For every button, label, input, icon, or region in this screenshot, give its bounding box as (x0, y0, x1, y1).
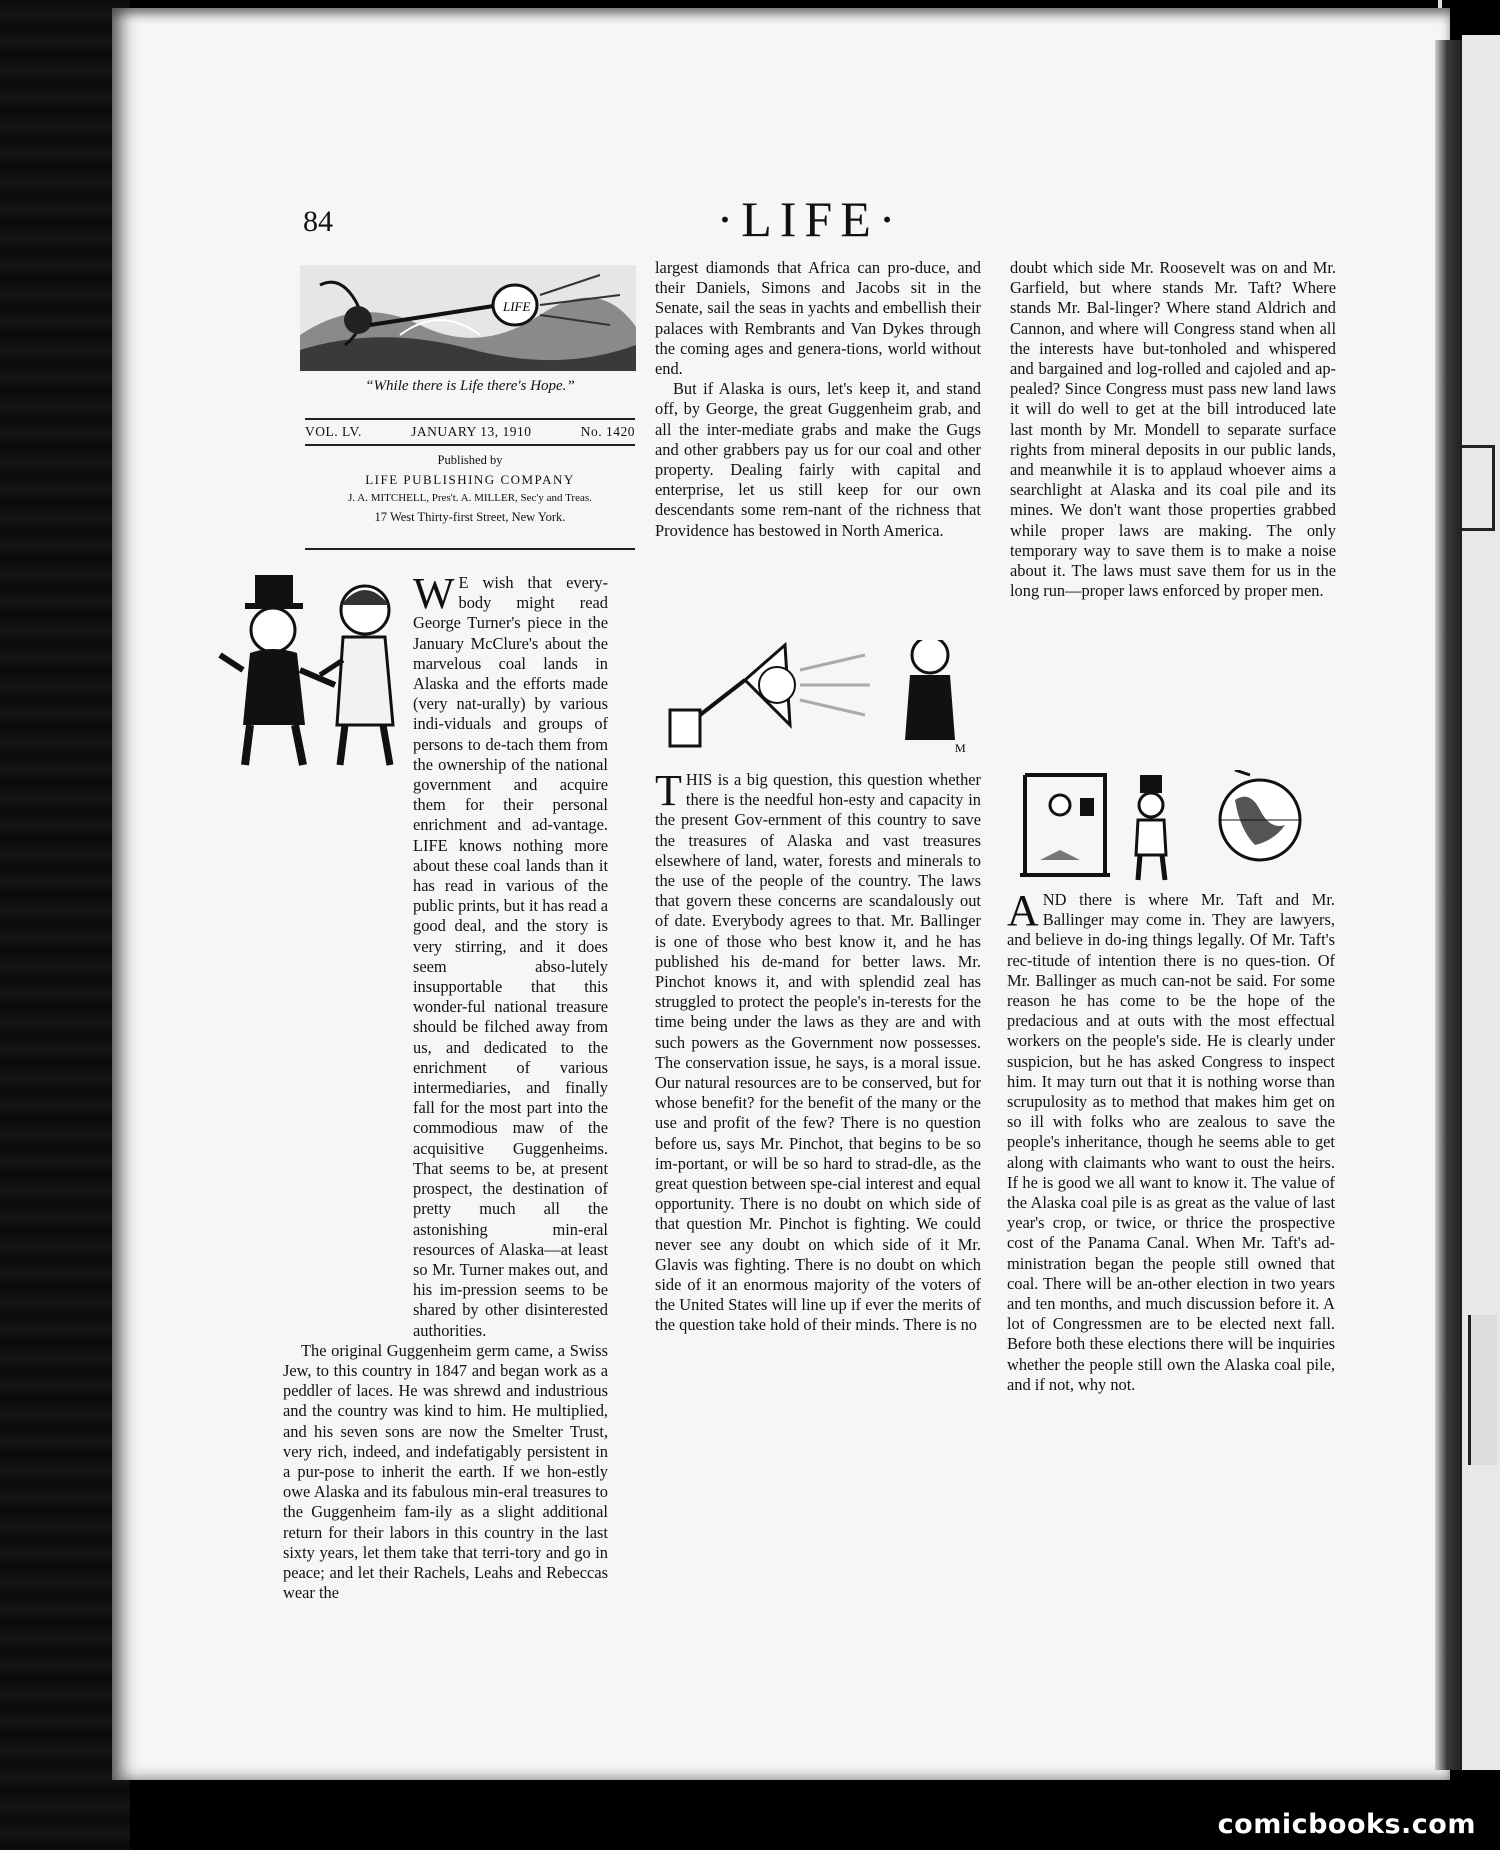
article-column-2 (655, 258, 981, 541)
paragraph: ND there is where Mr. Taft and Mr. Ballinger may come in. They are lawyers, and believe in do-ing things legally. Of Mr. Taft's rec-titude of intention there is no ques-tion. Of Mr. Ballinger as much can-not be said. For some reason he has come to be the hope of the predacious and at outs with the most effectual workers on the people's side. He is clearly under suspicion, but he has asked Congress to inspect him. It may turn out that it is nothing worse than scrupulosity as to method that makes him get on so ill with folks who are zealous to save the people's inheritance, though he seems able to get along with claimants who want to oust the heirs. If he is good we all want to know it. The value of the Alaska coal pile is as great as the value of last year's crop, or twice, or thrice the prospective cost of the Panama Canal. When Mr. Taft's ad-ministration began the people still owned that coal. There will be an-other election in two years and ten months, and much discussion before it. A lot of Congressmen are to be elected next fall. Before both these elections there will be inquiries whether the people still own the Alaska coal pile, and if not, why not. (1007, 890, 1335, 1394)
issue-line (305, 418, 635, 446)
volume-number: VOL. LV. (305, 424, 362, 439)
publisher-rule (305, 548, 635, 550)
drop-cap: W (413, 569, 455, 618)
page-number: 84 (303, 205, 333, 238)
masthead-title: ·LIFE· (716, 191, 904, 247)
paragraph: The original Guggenheim germ came, a Swiss Jew, to this country in 1847 and began work as a peddler of laces. He was shrewd and industrious and the country was kind to him. He multiplied, and his seven sons are now the Smelter Trust, very rich, indeed, and indefatigably persistent in a pur-pose to inherit the earth. If we hon-estly owe Alaska and its fabulous min-eral treasures to the Guggenheim fam-ily as a slight additional return for their labors in this country in the last sixty years, let them take that terri-tory and go in peace; and let their Rachels, Leahs and Rebeccas wear the (283, 1340, 608, 1603)
adjacent-page-edge (1462, 35, 1500, 1770)
masthead-motto: “While there is Life there's Hope.” (365, 378, 575, 394)
article-column-3 (1010, 258, 1336, 601)
published-by-label: Published by (437, 453, 503, 467)
issue-date: JANUARY 13, 1910 (411, 424, 532, 439)
issue-number: No. 1420 (580, 424, 635, 439)
page-gutter (1435, 40, 1465, 1770)
header-vignette-illustration (300, 265, 636, 375)
site-watermark: comicbooks.com (1217, 1809, 1476, 1840)
article-column-2-continued (655, 766, 981, 1336)
paragraph: But if Alaska is ours, let's keep it, and stand off, by George, the great Guggenheim grab, and all the inter-mediate grabs and make the Gugs and other grabbers pay us for our coal and other property. Dealing fairly with capital and enterprise, let us still keep for our own descendants some rem-nant of the richness that Providence has bestowed in North America. (655, 379, 981, 540)
drop-cap: T (655, 766, 682, 815)
article-column-3-continued (1007, 886, 1335, 1395)
publisher-company: LIFE PUBLISHING COMPANY (365, 472, 575, 487)
publisher-block (305, 451, 635, 527)
adjacent-illustration-fragment (1462, 445, 1495, 531)
phonograph-cartoon (665, 640, 985, 760)
drop-cap: A (1007, 886, 1039, 935)
svg-text:LIFE: LIFE (503, 299, 531, 314)
left-binding-shadow (0, 0, 130, 1850)
paragraph: doubt which side Mr. Roosevelt was on and Mr. Garfield, but where stands Mr. Taft? Where stands Mr. Bal-linger? Where stand Aldrich and Cannon, and where will Congress stand when all the interests have but-tonholed and whispered and bargained and log-rolled and cajoled and ap-pealed? Since Congress must pass new land laws it will do well to get at the bill introduced late last month by Mr. Mondell to separate surface rights from mineral deposits in our public lands, and meanwhile it is to applaud whoever aims a searchlight at Alaska and its coal pile and its mines. We don't want those properties grabbed while proper laws are making. The only temporary way to save them is to make a noise about it. The laws must save them for us in the long run—proper laws enforced by proper men. (1010, 258, 1336, 601)
gallows-and-globe-cartoon (1020, 770, 1320, 885)
artist-signature: M (955, 741, 966, 755)
paragraph: largest diamonds that Africa can pro-duce, and their Daniels, Simons and Jacobs sit in the Senate, sail the seas in yachts and embellish their palaces with Rembrants and Van Dykes through the coming ages and genera-tions, world without end. (655, 258, 981, 379)
paragraph: E wish that every-body might read George Turner's piece in the January McClure's about the marvelous coal lands in Alaska and the efforts made (very nat-urally) by various indi-viduals and groups of persons to de-tach them from the ownership of the national government and acquire them for their personal enrichment and ad-vantage. LIFE knows nothing more about these coal lands than it has read in various of the public prints, but it has read a good deal, and the story is very stirring, and it does seem abso-lutely insupportable that this wonder-ful national treasure should be filched away from us, and dedicated to the enrichment of various intermediaries, and finally fall for the most part into the commodious maw of the acquisitive Guggenheims. That seems to be, at present prospect, the destination of pretty much all the astonishing min-eral resources of Alaska—at least so Mr. Turner makes out, and his im-pression seems to be shared by other disinterested authorities. (413, 573, 608, 1340)
adjacent-illustration-fragment (1468, 1315, 1497, 1465)
publisher-address: 17 West Thirty-first Street, New York. (374, 510, 566, 524)
paragraph: HIS is a big question, this question whether there is the needful hon-esty and capacity in the present Gov-ernment of this country to save the treasures of Alaska and vast treasures elsewhere of land, water, forests and minerals to the use of the people of the country. The laws that govern these concerns are scandalously out of date. Everybody agrees to that. Mr. Ballinger is one of those who best know it, and he has published his de-mand for better laws. Mr. Pinchot knows it, and with splendid zeal has struggled to protect the people's in-terests for the time being under the laws as they are and with such powers as the Government now possesses. The conservation issue, he says, is a moral issue. Our natural resources are to be conserved, but for whose benefit? for the benefit of the many or the use and profit of the few? There is no question before us, says Mr. Pinchot, that begins to be so im-portant, or will be so hard to strad-dle, as the great question between spe-cial interest and equal opportunity. There is no doubt on which side of that question Mr. Pinchot is fighting. We could never see any doubt on which side of it Mr. Glavis was fighting. There is no doubt on which side of it an enormous majority of the voters of the United States will line up if ever the merits of the question take hold of their minds. There is no (655, 770, 981, 1335)
publisher-officers: J. A. MITCHELL, Pres't. A. MILLER, Sec'y and Treas. (348, 492, 592, 504)
article-column-1 (283, 569, 608, 1603)
